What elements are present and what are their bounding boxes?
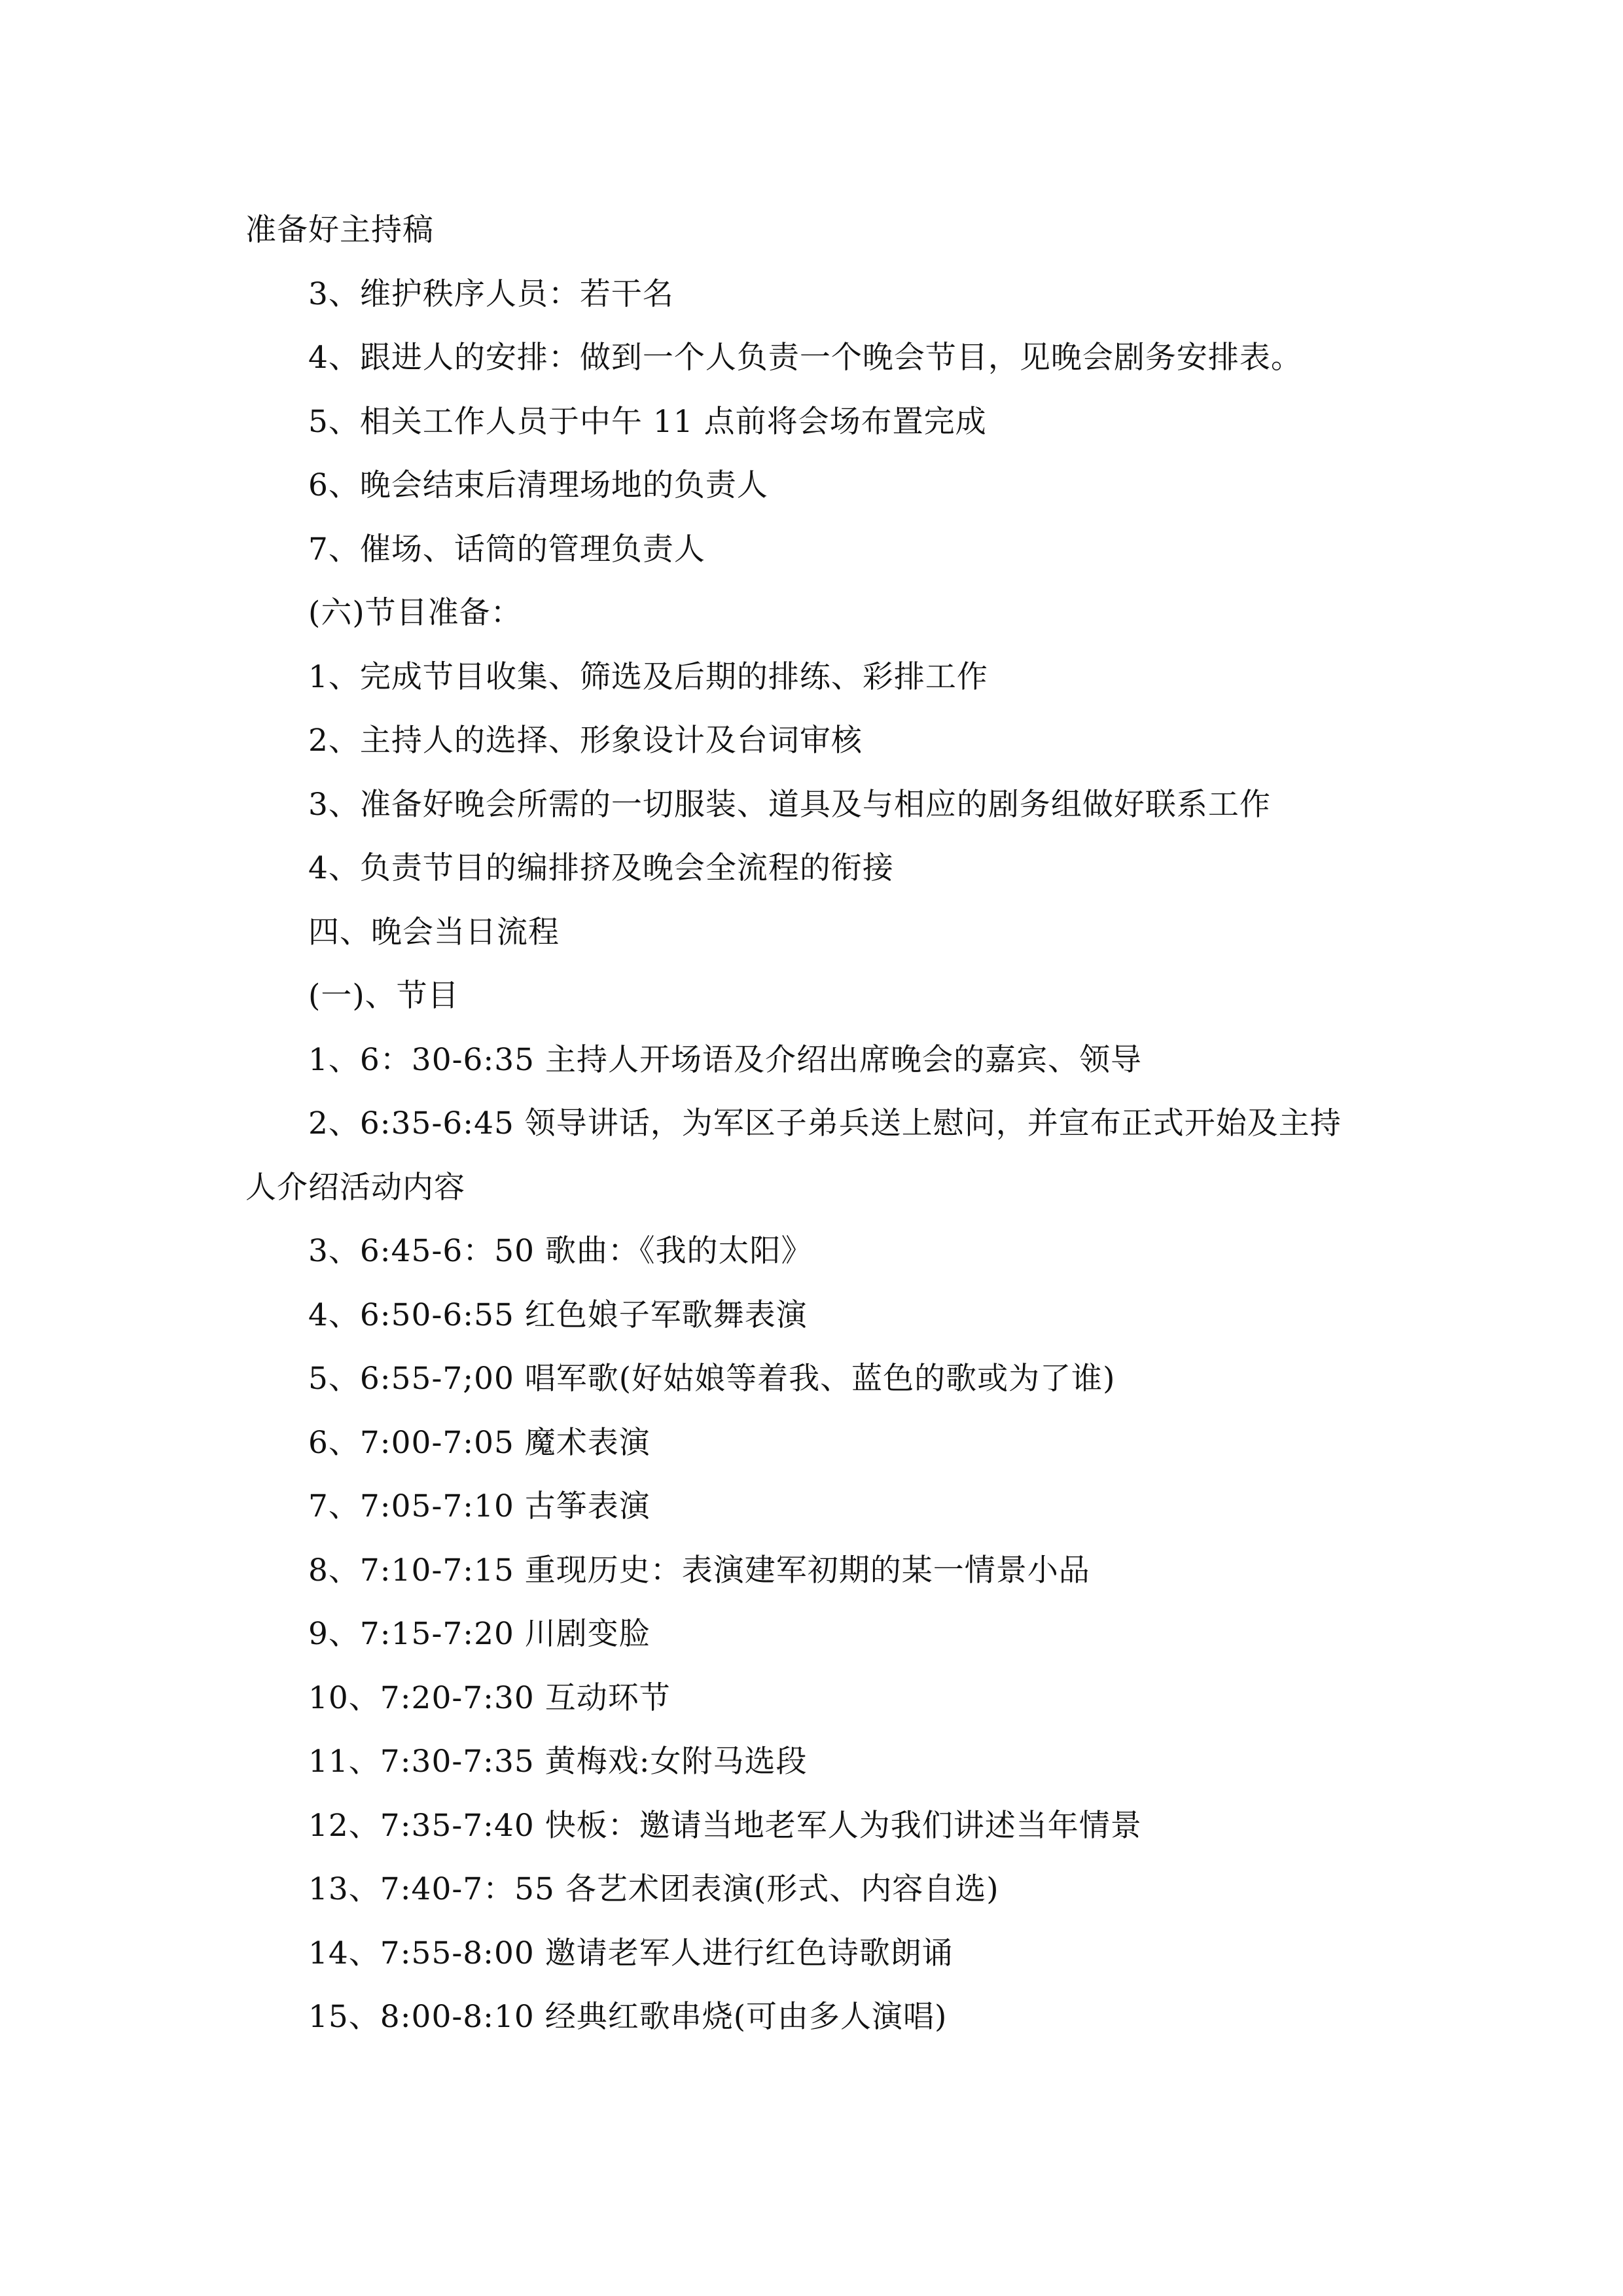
program-item-9: 9、7:15-7:20 川剧变脸: [308, 1616, 651, 1652]
program-item-12: 12、7:35-7:40 快板：邀请当地老军人为我们讲述当年情景: [308, 1807, 1142, 1844]
text-line-item-3-staff: 3、维护秩序人员：若干名: [308, 276, 674, 312]
program-item-10: 10、7:20-7:30 互动环节: [308, 1679, 671, 1716]
program-item-4: 4、6:50-6:55 红色娘子军歌舞表演: [308, 1297, 808, 1333]
text-line-prep-4: 4、负责节目的编排挤及晚会全流程的衔接: [308, 850, 894, 886]
program-item-8: 8、7:10-7:15 重现历史：表演建军初期的某一情景小品: [308, 1552, 1090, 1588]
section-heading-program-prep: (六)节目准备：: [308, 595, 522, 631]
text-line-continuation: 准备好主持稿: [245, 212, 434, 248]
text-line-prep-2: 2、主持人的选择、形象设计及台词审核: [308, 723, 863, 759]
subsection-heading-programs: (一)、节目: [308, 978, 459, 1014]
program-item-6: 6、7:00-7:05 魔术表演: [308, 1424, 651, 1461]
text-line-item-7-stage-mic: 7、催场、话筒的管理负责人: [308, 531, 705, 567]
program-item-3: 3、6:45-6：50 歌曲：《我的太阳》: [308, 1233, 813, 1269]
text-line-item-6-cleanup: 6、晚会结束后清理场地的负责人: [308, 467, 768, 503]
program-item-14: 14、7:55-8:00 邀请老军人进行红色诗歌朗诵: [308, 1935, 954, 1971]
text-line-item-4-followup: 4、跟进人的安排：做到一个人负责一个晚会节目，见晚会剧务安排表。: [308, 340, 1302, 376]
program-item-11: 11、7:30-7:35 黄梅戏:女附马选段: [308, 1744, 808, 1780]
program-item-1: 1、6：30-6:35 主持人开场语及介绍出席晚会的嘉宾、领导: [308, 1041, 1142, 1078]
text-line-item-5-setup: 5、相关工作人员于中午 11 点前将会场布置完成: [308, 403, 987, 440]
section-heading-day-flow: 四、晚会当日流程: [308, 914, 560, 950]
program-item-2-continuation: 人介绍活动内容: [245, 1169, 465, 1206]
program-item-2: 2、6:35-6:45 领导讲话，为军区子弟兵送上慰问，并宣布正式开始及主持: [308, 1105, 1342, 1141]
document-body: [245, 198, 1384, 2049]
program-item-5: 5、6:55-7;00 唱军歌(好姑娘等着我、蓝色的歌或为了谁): [308, 1361, 1116, 1397]
program-item-15: 15、8:00-8:10 经典红歌串烧(可由多人演唱): [308, 1999, 948, 2035]
text-line-prep-3: 3、准备好晚会所需的一切服装、道具及与相应的剧务组做好联系工作: [308, 786, 1271, 823]
program-item-7: 7、7:05-7:10 古筝表演: [308, 1488, 651, 1524]
program-item-13: 13、7:40-7：55 各艺术团表演(形式、内容自选): [308, 1871, 999, 1907]
text-line-prep-1: 1、完成节目收集、筛选及后期的排练、彩排工作: [308, 658, 988, 695]
